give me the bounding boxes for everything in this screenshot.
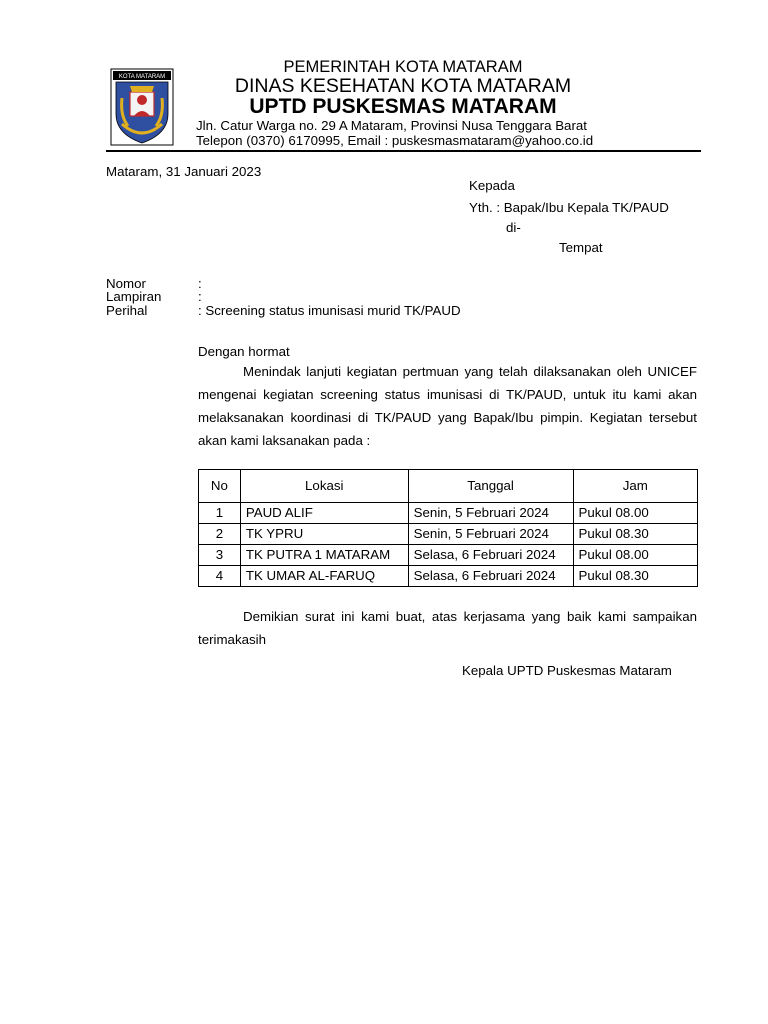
header-tanggal: Tanggal (408, 470, 573, 503)
letterhead-contact: Telepon (0370) 6170995, Email : puskesmasmataram@yahoo.co.id (196, 133, 594, 148)
recipient-place: Tempat (559, 240, 603, 255)
cell-jam: Pukul 08.00 (573, 503, 697, 524)
meta-label-lampiran: Lampiran (106, 289, 162, 304)
table-row (199, 524, 698, 545)
cell-tanggal: Senin, 5 Februari 2024 (408, 503, 573, 524)
table-header-row (199, 470, 698, 503)
closing-paragraph: Demikian surat ini kami buat, atas kerjasama yang baik kami sampaikan terimakasih (198, 609, 697, 647)
letterhead-department: DINAS KESEHATAN KOTA MATARAM (234, 75, 572, 97)
cell-lokasi: TK YPRU (240, 524, 408, 545)
meta-label-perihal: Perihal (106, 303, 148, 318)
table-row (199, 545, 698, 566)
recipient-kepada: Kepada (469, 178, 515, 193)
meta-value-lampiran: : (198, 289, 202, 304)
meta-value-perihal: : Screening status imunisasi murid TK/PAUD (198, 303, 461, 318)
salutation: Dengan hormat (198, 344, 290, 359)
schedule-table (198, 469, 698, 587)
cell-jam: Pukul 08.30 (573, 524, 697, 545)
signature-title: Kepala UPTD Puskesmas Mataram (462, 663, 672, 678)
table-row (199, 566, 698, 587)
cell-lokasi: PAUD ALIF (240, 503, 408, 524)
city-emblem-logo (110, 68, 174, 146)
cell-jam: Pukul 08.00 (573, 545, 697, 566)
cell-no: 3 (199, 545, 241, 566)
letterhead-government: PEMERINTAH KOTA MATARAM (283, 58, 523, 76)
meta-label-nomor: Nomor (106, 276, 146, 291)
cell-lokasi: TK UMAR AL-FARUQ (240, 566, 408, 587)
cell-no: 2 (199, 524, 241, 545)
header-lokasi: Lokasi (240, 470, 408, 503)
letterhead-office: UPTD PUSKESMAS MATARAM (249, 95, 557, 118)
recipient-di: di- (506, 220, 521, 235)
cell-no: 4 (199, 566, 241, 587)
cell-tanggal: Selasa, 6 Februari 2024 (408, 566, 573, 587)
table-row (199, 503, 698, 524)
header-jam: Jam (573, 470, 697, 503)
letterhead-address: Jln. Catur Warga no. 29 A Mataram, Provinsi Nusa Tenggara Barat (196, 118, 587, 133)
letter-date: Mataram, 31 Januari 2023 (106, 164, 262, 179)
svg-text:KOTA MATARAM: KOTA MATARAM (118, 74, 166, 80)
cell-jam: Pukul 08.30 (573, 566, 697, 587)
cell-lokasi: TK PUTRA 1 MATARAM (240, 545, 408, 566)
letterhead-divider (106, 150, 701, 152)
cell-tanggal: Senin, 5 Februari 2024 (408, 524, 573, 545)
recipient-name: Yth. : Bapak/Ibu Kepala TK/PAUD (469, 200, 669, 215)
cell-tanggal: Selasa, 6 Februari 2024 (408, 545, 573, 566)
header-no: No (199, 470, 241, 503)
body-paragraph: Menindak lanjuti kegiatan pertmuan yang telah dilaksanakan oleh UNICEF mengenai kegiatan screening status imunisasi di TK/PAUD, untuk itu kami akan melaksanakan koordinasi di TK/PAUD yang Bapak/Ibu pimpin. Kegiatan tersebut akan kami laksanakan pada : (198, 364, 697, 448)
cell-no: 1 (199, 503, 241, 524)
meta-value-nomor: : (198, 276, 202, 291)
